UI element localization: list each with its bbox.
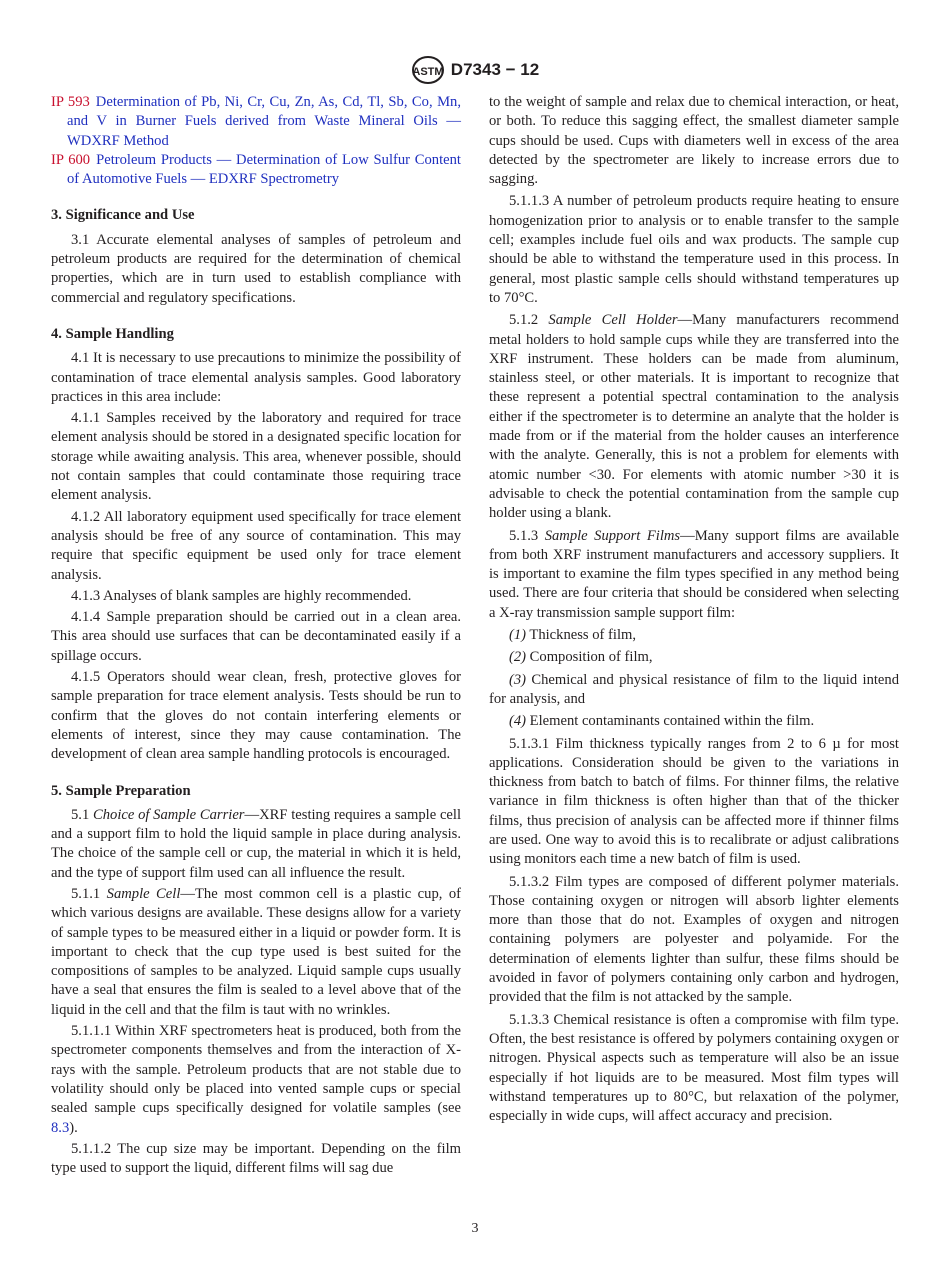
italic-term: (4) [509, 713, 527, 730]
italic-term: Sample Support Films [544, 527, 681, 544]
paragraph [489, 93, 899, 189]
paragraph [489, 873, 899, 1008]
reference-title[interactable]: Determination of Pb, Ni, Cr, Cu, Zn, As, Cd, Tl, Sb, Co, Mn, and V in Burner Fuels derived from Waste Mineral Oils — WDXRF Method [67, 94, 461, 149]
reference-list [51, 93, 461, 189]
section-link[interactable]: 8.3 [51, 1119, 70, 1136]
paragraph [51, 668, 461, 764]
italic-term: Sample Cell Holder [548, 312, 678, 329]
text-run: —Many manufacturers recommend metal holders to hold sample cups while they are transferred into the XRF instrument. These holders can be made from aluminum, stainless steel, or other materials. It is important to recognize that these represent a potential spectral contamination to the analysis either if the spectrometer is to determine an analyte that the holder is made from or if the material from the holder causes an interference with the analyte. Generally, this is not a problem for elements with atomic number <30. For elements with atomic number >30 it is advisable to check the potential contamination from the sample cup holder using a blank. [489, 312, 899, 522]
text-run: 4.1 It is necessary to use precautions to minimize the possibility of contamination of trace elemental analysis samples. Good laboratory practices in this area include: [51, 350, 461, 405]
section-heading [51, 782, 461, 801]
paragraph [51, 231, 461, 308]
paragraph [489, 527, 899, 623]
text-run: 5.1.2 [509, 312, 549, 329]
list-item [489, 712, 899, 731]
italic-term: (2) [509, 649, 527, 666]
text-run: 3. Significance and Use [51, 207, 195, 224]
text-run: to the weight of sample and relax due to chemical interaction, or heat, or both. To reduce this sagging effect, the smallest diameter sample cups should be used. Cups with diameters well in excess of the area detected by the spectrometer are likely to increase errors due to sagging. [489, 94, 899, 188]
paragraph [489, 1011, 899, 1127]
text-run: Element contaminants contained within the film. [526, 713, 815, 730]
text-run: 5.1.1 [71, 885, 107, 902]
italic-term: Sample Cell [106, 885, 181, 902]
text-run: 5.1.3.3 Chemical resistance is often a compromise with film type. Often, the best resistance is offered by polymers containing oxygen or nitrogen. Physical aspects such as temperature will also be an issue especially if hot liquids are to be measured. Most film types will withstand temperatures up to 80°C, but relaxation of the polymer, especially in wide cups, will affect accuracy and precision. [489, 1011, 899, 1125]
text-run: 3.1 Accurate elemental analyses of samples of petroleum and petroleum products are required for the determination of chemical properties, which are in turn used to establish compliance with commercial and regulatory specifications. [51, 231, 461, 306]
reference-title[interactable]: Petroleum Products — Determination of Low Sulfur Content of Automotive Fuels — EDXRF Spectrometry [67, 151, 461, 188]
text-run: 5. Sample Preparation [51, 782, 191, 799]
reference-code[interactable]: IP 593 [51, 94, 90, 110]
text-run: 4. Sample Handling [51, 325, 174, 342]
text-run: —XRF testing requires a sample cell and a support film to hold the liquid sample in place during analysis. The choice of the sample cell or cup, the material in which it is held, and the type of support film used can all influence the result. [51, 806, 462, 881]
text-run: 4.1.3 Analyses of blank samples are highly recommended. [71, 587, 412, 604]
italic-term: Choice of Sample Carrier [93, 806, 245, 823]
paragraph [51, 349, 461, 407]
list-item [489, 626, 899, 645]
reference-item[interactable] [51, 151, 461, 190]
text-run: 4.1.5 Operators should wear clean, fresh, protective gloves for sample preparation for trace element analysis. Tests should be run to confirm that the gloves do not contain interfering elements or elements of interest, since they may cause contamination. The development of clean area sample handling protocols is encouraged. [51, 669, 461, 763]
left-column [51, 93, 461, 1180]
list-item [489, 648, 899, 667]
paragraph [51, 806, 461, 883]
list-item [489, 671, 899, 710]
text-run: 5.1.3.2 Film types are composed of different polymer materials. Those containing oxygen or nitrogen will absorb lighter elements more than those that do not. Examples of oxygen and nitrogen containing polymers are polyester and polyamide. For the determination of elements lighter than sulfur, these films should be avoided in favor of polymers containing only carbon and hydrogen, provided that the film is not attacked by the sample. [489, 873, 899, 1006]
section-heading [51, 206, 461, 225]
text-run: Chemical and physical resistance of film to the liquid intend for analysis, and [489, 671, 899, 707]
reference-code[interactable]: IP 600 [51, 151, 91, 168]
paragraph [51, 508, 461, 585]
page-header [0, 55, 950, 85]
astm-logo-icon [411, 55, 445, 85]
text-run: 4.1.1 Samples received by the laboratory and required for trace element analysis should be stored in a designated specific location for storage while awaiting analysis. This area, whenever possible, should not contain samples that could contaminate those requiring trace element analysis. [51, 410, 461, 504]
reference-item[interactable] [51, 93, 461, 151]
paragraph [489, 735, 899, 870]
text-run: 5.1.3.1 Film thickness typically ranges from 2 to 6 µ for most applications. Consideration should be given to the variations in thickness from batch to batch of films. For thinner films, the relative variance in film thickness is often higher than that of the thicker films, thus precision of analysis can be affected more if thinner films are used. One way to avoid this is to recalibrate or adjust calibrations using monitors each time a new batch of film is used. [489, 735, 899, 868]
text-run: —Many support films are available from both XRF instrument manufacturers and accessory suppliers. It is important to examine the film types specified in any method being used. There are four criteria that should be considered when selecting a X-ray transmission sample support film: [489, 527, 899, 621]
text-run: 5.1.1.2 The cup size may be important. Depending on the film type used to support the liquid, different films will sag due [51, 1140, 461, 1177]
document-designation: D7343 − 12 [450, 60, 540, 79]
text-run: ). [69, 1119, 78, 1136]
right-column [489, 93, 899, 1129]
svg-text:ASTM: ASTM [412, 66, 444, 78]
paragraph [489, 192, 899, 308]
italic-term: (1) [509, 627, 527, 644]
text-run: 4.1.2 All laboratory equipment used specifically for trace element analysis should be free of any source of contamination. This may require that specific equipment be used only for trace element analysis. [51, 508, 461, 583]
paragraph [51, 885, 461, 1020]
text-run: Composition of film, [526, 649, 653, 666]
text-run: 5.1.1.1 Within XRF spectrometers heat is produced, both from the spectrometer components themselves and from the interaction of X-rays with the sample. Petroleum products that are not stable due to volatility should only be placed into vented sample cups or special sealed sample cups specifically designed for volatile samples (see [51, 1023, 461, 1117]
text-run: 5.1.3 [509, 527, 545, 544]
text-run: —The most common cell is a plastic cup, of which various designs are available. These designs allow for a variety of sample types to be measured either in a liquid or powder form. It is important to check that the cup type used is best suited for the compositions of samples to be analyzed. Liquid sample cups usually have a seal that ensures the film is sealed to a level above that of the liquid in the cell and that the film is taut with no wrinkles. [51, 885, 461, 1018]
text-run: 5.1.1.3 A number of petroleum products require heating to ensure homogenization prior to analysis or to enable transfer to the sample cell; examples include fuel oils and wax products. The sample cup should be able to withstand the temperature used in this process. In general, most plastic sample cells should withstand temperatures up to 70°C. [489, 193, 899, 306]
paragraph [489, 311, 899, 523]
paragraph [51, 1140, 461, 1179]
page-number: 3 [471, 1221, 479, 1236]
italic-term: (3) [509, 671, 527, 688]
text-run: Thickness of film, [526, 627, 637, 644]
text-run: 5.1 [71, 806, 93, 823]
paragraph [51, 587, 461, 606]
paragraph [51, 608, 461, 666]
paragraph [51, 1022, 461, 1138]
section-heading [51, 325, 461, 344]
paragraph [51, 409, 461, 505]
text-run: 4.1.4 Sample preparation should be carried out in a clean area. This area should use surfaces that can be decontaminated easily if a spillage occurs. [51, 609, 461, 664]
